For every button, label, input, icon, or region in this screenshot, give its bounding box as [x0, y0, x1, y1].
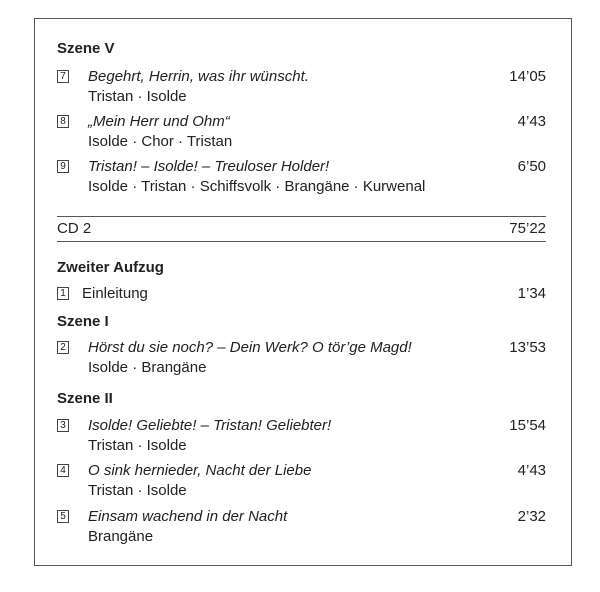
scene-heading: Szene V	[57, 40, 115, 57]
track-number: 3	[57, 419, 69, 432]
track-number: 5	[57, 510, 69, 523]
cd-header	[57, 216, 546, 242]
track-performers: Tristan · Isolde	[88, 88, 187, 105]
track-duration: 1’34	[517, 285, 546, 302]
track-performers: Brangäne	[88, 528, 154, 545]
scene-heading: Szene II	[57, 390, 113, 407]
cd-duration: 75’22	[509, 220, 546, 237]
track-performers: Tristan · Isolde	[88, 482, 187, 499]
track-number: 8	[57, 115, 69, 128]
track-performers: Isolde · Brangäne	[88, 359, 207, 376]
track-title: „Mein Herr und Ohm“	[88, 113, 230, 130]
track-title: Isolde! Geliebte! – Tristan! Geliebter!	[88, 417, 332, 434]
track-number: 1	[57, 287, 69, 300]
track-title: O sink hernieder, Nacht der Liebe	[88, 462, 312, 479]
track-performers: Tristan · Isolde	[88, 437, 187, 454]
act-heading: Zweiter Aufzug	[57, 259, 164, 276]
track-duration: 6’50	[517, 158, 546, 175]
track-duration: 13’53	[509, 339, 546, 356]
track-title: Hörst du sie noch? – Dein Werk? O tör’ge Magd!	[88, 339, 412, 356]
track-number: 9	[57, 160, 69, 173]
track-number: 2	[57, 341, 69, 354]
track-duration: 4’43	[517, 113, 546, 130]
cd-label: CD 2	[57, 220, 92, 237]
track-title: Einleitung	[82, 285, 148, 302]
track-number: 7	[57, 70, 69, 83]
track-duration: 14’05	[509, 68, 546, 85]
track-title: Einsam wachend in der Nacht	[88, 508, 288, 525]
track-title: Begehrt, Herrin, was ihr wünscht.	[88, 68, 309, 85]
scene-heading: Szene I	[57, 313, 109, 330]
track-duration: 4’43	[517, 462, 546, 479]
track-title: Tristan! – Isolde! – Treuloser Holder!	[88, 158, 330, 175]
track-duration: 15’54	[509, 417, 546, 434]
track-number: 4	[57, 464, 69, 477]
track-performers: Isolde · Tristan · Schiffsvolk · Brangäne · Kurwenal	[88, 178, 426, 195]
track-duration: 2’32	[517, 508, 546, 525]
track-performers: Isolde · Chor · Tristan	[88, 133, 233, 150]
